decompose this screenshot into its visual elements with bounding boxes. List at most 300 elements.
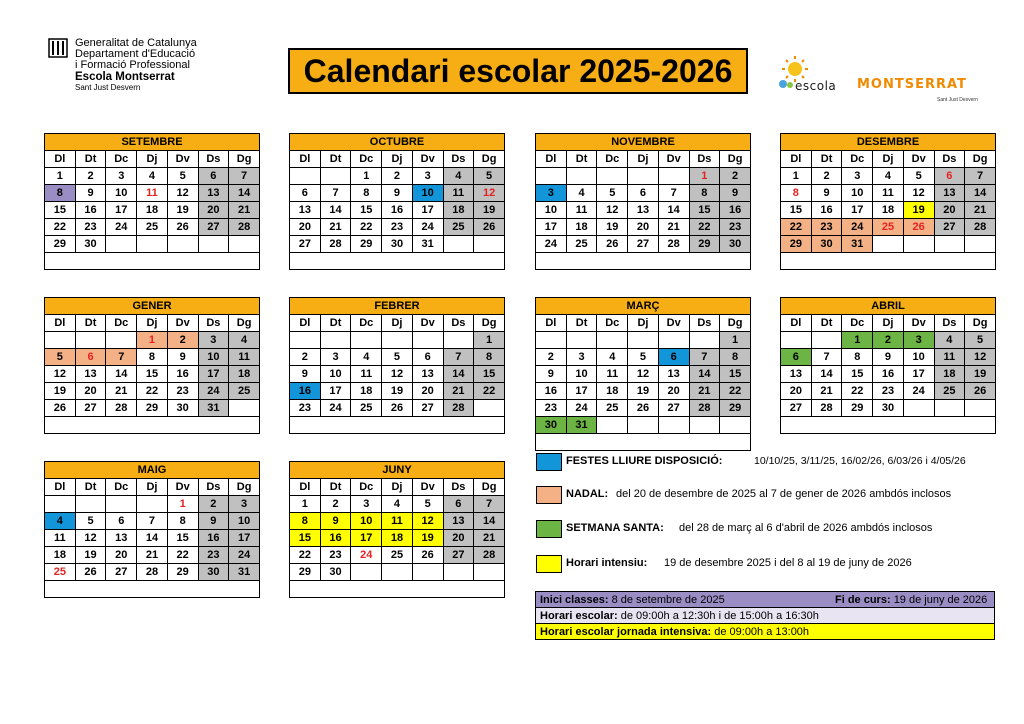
day-cell: 12 bbox=[45, 366, 76, 383]
intensiva-cell bbox=[536, 624, 995, 640]
day-cell: 7 bbox=[106, 349, 137, 366]
day-cell: 29 bbox=[842, 400, 873, 417]
day-cell: 4 bbox=[229, 332, 260, 349]
weekday-header: Dg bbox=[720, 151, 751, 168]
empty-day-cell bbox=[628, 417, 659, 434]
school-town: Sant Just Desvern bbox=[75, 83, 141, 92]
empty-day-cell bbox=[106, 496, 137, 513]
info-row-intensiva bbox=[536, 624, 995, 640]
day-cell: 13 bbox=[290, 202, 321, 219]
day-cell: 24 bbox=[566, 400, 597, 417]
day-cell: 4 bbox=[351, 349, 382, 366]
day-cell: 16 bbox=[811, 202, 842, 219]
day-cell: 4 bbox=[137, 168, 168, 185]
day-cell: 8 bbox=[167, 513, 198, 530]
day-cell: 5 bbox=[903, 168, 934, 185]
weekday-header: Dj bbox=[628, 315, 659, 332]
month-name: SETEMBRE bbox=[45, 134, 260, 151]
empty-day-cell bbox=[781, 332, 812, 349]
weekday-header: Dg bbox=[720, 315, 751, 332]
empty-day-cell bbox=[965, 400, 996, 417]
weekday-header: Dt bbox=[566, 315, 597, 332]
day-cell: 7 bbox=[965, 168, 996, 185]
legend-label-intensiu: Horari intensiu: bbox=[566, 557, 648, 569]
day-cell: 20 bbox=[934, 202, 965, 219]
weekday-header: Dj bbox=[873, 315, 904, 332]
weekday-header: Ds bbox=[443, 315, 474, 332]
day-cell: 2 bbox=[198, 496, 229, 513]
weekday-header: Dv bbox=[658, 315, 689, 332]
day-cell: 19 bbox=[474, 202, 505, 219]
legend-text-setmana-santa: del 28 de març al 6 d'abril de 2026 ambdós inclosos bbox=[679, 522, 933, 534]
month-desembre bbox=[780, 133, 996, 270]
day-cell: 23 bbox=[198, 547, 229, 564]
day-cell: 25 bbox=[566, 236, 597, 253]
day-cell: 9 bbox=[198, 513, 229, 530]
day-cell: 4 bbox=[45, 513, 76, 530]
empty-day-cell bbox=[597, 332, 628, 349]
day-cell: 10 bbox=[229, 513, 260, 530]
day-cell: 13 bbox=[75, 366, 106, 383]
day-cell: 16 bbox=[198, 530, 229, 547]
day-cell: 20 bbox=[290, 219, 321, 236]
day-cell: 12 bbox=[965, 349, 996, 366]
empty-day-cell bbox=[75, 496, 106, 513]
day-cell: 13 bbox=[934, 185, 965, 202]
day-cell: 18 bbox=[351, 383, 382, 400]
day-cell: 3 bbox=[198, 332, 229, 349]
day-cell: 23 bbox=[720, 219, 751, 236]
day-cell: 28 bbox=[689, 400, 720, 417]
weekday-header: Dg bbox=[229, 151, 260, 168]
day-cell: 27 bbox=[106, 564, 137, 581]
page-title: Calendari escolar 2025-2026 bbox=[288, 48, 748, 94]
empty-day-cell bbox=[658, 168, 689, 185]
day-cell: 19 bbox=[628, 383, 659, 400]
day-cell: 5 bbox=[45, 349, 76, 366]
day-cell: 8 bbox=[137, 349, 168, 366]
day-cell: 19 bbox=[412, 530, 443, 547]
day-cell: 15 bbox=[720, 366, 751, 383]
weekday-header: Dl bbox=[536, 151, 567, 168]
day-cell: 11 bbox=[229, 349, 260, 366]
weekday-header: Dj bbox=[137, 151, 168, 168]
day-cell: 14 bbox=[811, 366, 842, 383]
day-cell: 1 bbox=[167, 496, 198, 513]
day-cell: 6 bbox=[443, 496, 474, 513]
day-cell: 20 bbox=[443, 530, 474, 547]
day-cell: 30 bbox=[536, 417, 567, 434]
day-cell: 14 bbox=[106, 366, 137, 383]
day-cell: 26 bbox=[382, 400, 413, 417]
day-cell: 11 bbox=[137, 185, 168, 202]
day-cell: 10 bbox=[903, 349, 934, 366]
day-cell: 3 bbox=[566, 349, 597, 366]
weekday-header: Dt bbox=[75, 315, 106, 332]
empty-day-cell bbox=[290, 332, 321, 349]
day-cell: 11 bbox=[566, 202, 597, 219]
day-cell: 5 bbox=[167, 168, 198, 185]
empty-day-cell bbox=[412, 332, 443, 349]
weekday-header: Dt bbox=[811, 151, 842, 168]
empty-day-cell bbox=[965, 236, 996, 253]
empty-day-cell bbox=[106, 332, 137, 349]
day-cell: 8 bbox=[842, 349, 873, 366]
empty-day-cell bbox=[137, 496, 168, 513]
gen-line-1: Generalitat de Catalunya bbox=[75, 37, 197, 49]
day-cell: 27 bbox=[658, 400, 689, 417]
day-cell: 22 bbox=[720, 383, 751, 400]
day-cell: 28 bbox=[443, 400, 474, 417]
day-cell: 14 bbox=[965, 185, 996, 202]
day-cell: 23 bbox=[873, 383, 904, 400]
month-octubre bbox=[289, 133, 505, 270]
day-cell: 21 bbox=[474, 530, 505, 547]
day-cell: 28 bbox=[106, 400, 137, 417]
day-cell: 2 bbox=[811, 168, 842, 185]
weekday-header: Dl bbox=[45, 479, 76, 496]
day-cell: 21 bbox=[320, 219, 351, 236]
day-cell: 6 bbox=[75, 349, 106, 366]
info-row-horari bbox=[536, 608, 995, 624]
day-cell: 27 bbox=[290, 236, 321, 253]
day-cell: 12 bbox=[628, 366, 659, 383]
day-cell: 29 bbox=[137, 400, 168, 417]
day-cell: 22 bbox=[689, 219, 720, 236]
day-cell: 12 bbox=[597, 202, 628, 219]
empty-day-cell bbox=[934, 400, 965, 417]
day-cell: 13 bbox=[443, 513, 474, 530]
weekday-header: Ds bbox=[198, 151, 229, 168]
day-cell: 29 bbox=[167, 564, 198, 581]
weekday-header: Dl bbox=[290, 315, 321, 332]
day-cell: 1 bbox=[689, 168, 720, 185]
empty-day-cell bbox=[934, 236, 965, 253]
day-cell: 29 bbox=[351, 236, 382, 253]
horari-label: Horari escolar: bbox=[540, 609, 618, 622]
day-cell: 19 bbox=[903, 202, 934, 219]
day-cell: 23 bbox=[75, 219, 106, 236]
month-name: OCTUBRE bbox=[290, 134, 505, 151]
day-cell: 31 bbox=[412, 236, 443, 253]
day-cell: 9 bbox=[290, 366, 321, 383]
weekday-header: Dl bbox=[45, 315, 76, 332]
day-cell: 8 bbox=[45, 185, 76, 202]
fi-label: Fi de curs: bbox=[835, 593, 891, 606]
day-cell: 26 bbox=[75, 564, 106, 581]
day-cell: 30 bbox=[167, 400, 198, 417]
day-cell: 1 bbox=[290, 496, 321, 513]
day-cell: 25 bbox=[443, 219, 474, 236]
weekday-header: Dg bbox=[474, 315, 505, 332]
legend-swatch-setmana-santa bbox=[536, 520, 562, 538]
day-cell: 1 bbox=[720, 332, 751, 349]
weekday-header: Dg bbox=[965, 315, 996, 332]
day-cell: 7 bbox=[474, 496, 505, 513]
day-cell: 21 bbox=[811, 383, 842, 400]
empty-day-cell bbox=[903, 236, 934, 253]
day-cell: 25 bbox=[137, 219, 168, 236]
info-row-dates bbox=[536, 592, 995, 608]
day-cell: 7 bbox=[443, 349, 474, 366]
day-cell: 25 bbox=[597, 400, 628, 417]
day-cell: 15 bbox=[781, 202, 812, 219]
fi-cell bbox=[765, 592, 995, 608]
weekday-header: Dt bbox=[75, 479, 106, 496]
empty-day-cell bbox=[320, 332, 351, 349]
day-cell: 11 bbox=[45, 530, 76, 547]
weekday-header: Dj bbox=[382, 479, 413, 496]
day-cell: 9 bbox=[167, 349, 198, 366]
day-cell: 23 bbox=[290, 400, 321, 417]
day-cell: 8 bbox=[689, 185, 720, 202]
day-cell: 6 bbox=[781, 349, 812, 366]
day-cell: 30 bbox=[720, 236, 751, 253]
empty-day-cell bbox=[628, 168, 659, 185]
day-cell: 17 bbox=[566, 383, 597, 400]
weekday-header: Dt bbox=[320, 479, 351, 496]
day-cell: 17 bbox=[320, 383, 351, 400]
day-cell: 1 bbox=[45, 168, 76, 185]
legend-swatch-nadal bbox=[536, 486, 562, 504]
weekday-header: Dl bbox=[45, 151, 76, 168]
school-logo bbox=[775, 54, 995, 104]
weekday-header: Dj bbox=[382, 315, 413, 332]
day-cell: 26 bbox=[597, 236, 628, 253]
month-name: GENER bbox=[45, 298, 260, 315]
day-cell: 9 bbox=[382, 185, 413, 202]
empty-day-cell bbox=[474, 236, 505, 253]
day-cell: 9 bbox=[75, 185, 106, 202]
day-cell: 21 bbox=[689, 383, 720, 400]
day-cell: 7 bbox=[689, 349, 720, 366]
day-cell: 28 bbox=[229, 219, 260, 236]
day-cell: 17 bbox=[198, 366, 229, 383]
legend-text-nadal: del 20 de desembre de 2025 al 7 de gener de 2026 ambdós inclosos bbox=[616, 488, 952, 500]
day-cell: 30 bbox=[811, 236, 842, 253]
blank-row bbox=[45, 417, 260, 434]
empty-day-cell bbox=[566, 332, 597, 349]
day-cell: 27 bbox=[934, 219, 965, 236]
weekday-header: Dv bbox=[658, 151, 689, 168]
inici-text: 8 de setembre de 2025 bbox=[611, 593, 725, 606]
day-cell: 20 bbox=[412, 383, 443, 400]
day-cell: 5 bbox=[382, 349, 413, 366]
day-cell: 15 bbox=[474, 366, 505, 383]
legend-label-nadal: NADAL: bbox=[566, 488, 609, 500]
day-cell: 4 bbox=[566, 185, 597, 202]
empty-day-cell bbox=[351, 332, 382, 349]
day-cell: 13 bbox=[658, 366, 689, 383]
month-juny bbox=[289, 461, 505, 598]
day-cell: 30 bbox=[75, 236, 106, 253]
day-cell: 18 bbox=[934, 366, 965, 383]
day-cell: 12 bbox=[75, 530, 106, 547]
day-cell: 28 bbox=[320, 236, 351, 253]
day-cell: 13 bbox=[198, 185, 229, 202]
weekday-header: Dc bbox=[842, 315, 873, 332]
day-cell: 7 bbox=[229, 168, 260, 185]
legend-label-setmana-santa: SETMANA SANTA: bbox=[566, 522, 664, 534]
weekday-header: Dg bbox=[229, 315, 260, 332]
day-cell: 15 bbox=[45, 202, 76, 219]
day-cell: 14 bbox=[474, 513, 505, 530]
weekday-header: Dv bbox=[412, 151, 443, 168]
day-cell: 11 bbox=[351, 366, 382, 383]
day-cell: 22 bbox=[474, 383, 505, 400]
blank-row bbox=[290, 417, 505, 434]
logo-word-escola: escola bbox=[795, 79, 837, 93]
weekday-header: Dv bbox=[903, 151, 934, 168]
empty-day-cell bbox=[229, 400, 260, 417]
day-cell: 13 bbox=[412, 366, 443, 383]
day-cell: 22 bbox=[842, 383, 873, 400]
day-cell: 31 bbox=[198, 400, 229, 417]
month-name: MARÇ bbox=[536, 298, 751, 315]
day-cell: 6 bbox=[198, 168, 229, 185]
day-cell: 19 bbox=[45, 383, 76, 400]
day-cell: 1 bbox=[351, 168, 382, 185]
day-cell: 28 bbox=[137, 564, 168, 581]
day-cell: 9 bbox=[720, 185, 751, 202]
day-cell: 6 bbox=[628, 185, 659, 202]
day-cell: 10 bbox=[351, 513, 382, 530]
empty-day-cell bbox=[443, 564, 474, 581]
day-cell: 20 bbox=[198, 202, 229, 219]
empty-day-cell bbox=[720, 417, 751, 434]
day-cell: 23 bbox=[320, 547, 351, 564]
day-cell: 11 bbox=[597, 366, 628, 383]
day-cell: 5 bbox=[474, 168, 505, 185]
day-cell: 24 bbox=[842, 219, 873, 236]
day-cell: 25 bbox=[873, 219, 904, 236]
day-cell: 27 bbox=[412, 400, 443, 417]
empty-day-cell bbox=[658, 332, 689, 349]
gen-line-3: i Formació Professional bbox=[75, 59, 190, 71]
day-cell: 11 bbox=[443, 185, 474, 202]
day-cell: 7 bbox=[658, 185, 689, 202]
day-cell: 31 bbox=[842, 236, 873, 253]
day-cell: 18 bbox=[229, 366, 260, 383]
generalitat-emblem-icon bbox=[48, 38, 68, 58]
day-cell: 29 bbox=[720, 400, 751, 417]
horari-cell bbox=[536, 608, 995, 624]
day-cell: 12 bbox=[382, 366, 413, 383]
day-cell: 20 bbox=[628, 219, 659, 236]
weekday-header: Dj bbox=[382, 151, 413, 168]
weekday-header: Ds bbox=[198, 315, 229, 332]
blank-row bbox=[290, 253, 505, 270]
day-cell: 24 bbox=[198, 383, 229, 400]
weekday-header: Dc bbox=[106, 151, 137, 168]
day-cell: 19 bbox=[597, 219, 628, 236]
empty-day-cell bbox=[811, 332, 842, 349]
day-cell: 29 bbox=[689, 236, 720, 253]
day-cell: 26 bbox=[167, 219, 198, 236]
intensiva-text: de 09:00h a 13:00h bbox=[714, 625, 810, 638]
month-name: ABRIL bbox=[781, 298, 996, 315]
day-cell: 6 bbox=[658, 349, 689, 366]
day-cell: 15 bbox=[351, 202, 382, 219]
day-cell: 27 bbox=[75, 400, 106, 417]
day-cell: 13 bbox=[628, 202, 659, 219]
day-cell: 25 bbox=[382, 547, 413, 564]
day-cell: 22 bbox=[351, 219, 382, 236]
day-cell: 17 bbox=[536, 219, 567, 236]
day-cell: 21 bbox=[137, 547, 168, 564]
inici-cell bbox=[536, 592, 766, 608]
day-cell: 5 bbox=[412, 496, 443, 513]
weekday-header: Ds bbox=[689, 151, 720, 168]
weekday-header: Dc bbox=[106, 315, 137, 332]
day-cell: 3 bbox=[229, 496, 260, 513]
day-cell: 11 bbox=[382, 513, 413, 530]
day-cell: 27 bbox=[628, 236, 659, 253]
month-maig bbox=[44, 461, 260, 598]
day-cell: 11 bbox=[934, 349, 965, 366]
inici-label: Inici classes: bbox=[540, 593, 609, 606]
empty-day-cell bbox=[167, 236, 198, 253]
empty-day-cell bbox=[45, 496, 76, 513]
day-cell: 3 bbox=[842, 168, 873, 185]
day-cell: 13 bbox=[106, 530, 137, 547]
weekday-header: Dl bbox=[781, 151, 812, 168]
day-cell: 29 bbox=[781, 236, 812, 253]
day-cell: 31 bbox=[229, 564, 260, 581]
day-cell: 12 bbox=[903, 185, 934, 202]
day-cell: 19 bbox=[965, 366, 996, 383]
day-cell: 25 bbox=[934, 383, 965, 400]
day-cell: 14 bbox=[443, 366, 474, 383]
weekday-header: Dt bbox=[566, 151, 597, 168]
day-cell: 22 bbox=[167, 547, 198, 564]
day-cell: 20 bbox=[658, 383, 689, 400]
day-cell: 3 bbox=[903, 332, 934, 349]
day-cell: 16 bbox=[75, 202, 106, 219]
generalitat-logo bbox=[48, 38, 238, 93]
month-abril bbox=[780, 297, 996, 434]
intensiva-label: Horari escolar jornada intensiva: bbox=[540, 625, 712, 638]
day-cell: 18 bbox=[597, 383, 628, 400]
weekday-header: Dl bbox=[781, 315, 812, 332]
day-cell: 2 bbox=[382, 168, 413, 185]
day-cell: 26 bbox=[903, 219, 934, 236]
day-cell: 24 bbox=[903, 383, 934, 400]
day-cell: 29 bbox=[290, 564, 321, 581]
day-cell: 20 bbox=[75, 383, 106, 400]
empty-day-cell bbox=[443, 236, 474, 253]
school-name: Escola Montserrat bbox=[75, 71, 175, 83]
day-cell: 30 bbox=[382, 236, 413, 253]
weekday-header: Ds bbox=[934, 315, 965, 332]
empty-day-cell bbox=[382, 564, 413, 581]
day-cell: 19 bbox=[382, 383, 413, 400]
blank-row bbox=[45, 581, 260, 598]
day-cell: 24 bbox=[229, 547, 260, 564]
day-cell: 18 bbox=[873, 202, 904, 219]
day-cell: 3 bbox=[412, 168, 443, 185]
day-cell: 12 bbox=[167, 185, 198, 202]
legend-text-festes: 10/10/25, 3/11/25, 16/02/26, 6/03/26 i 4/05/26 bbox=[754, 455, 966, 467]
day-cell: 16 bbox=[290, 383, 321, 400]
day-cell: 24 bbox=[351, 547, 382, 564]
empty-day-cell bbox=[290, 168, 321, 185]
legend-swatch-festes bbox=[536, 453, 562, 471]
day-cell: 9 bbox=[536, 366, 567, 383]
empty-day-cell bbox=[597, 417, 628, 434]
day-cell: 10 bbox=[198, 349, 229, 366]
day-cell: 17 bbox=[903, 366, 934, 383]
